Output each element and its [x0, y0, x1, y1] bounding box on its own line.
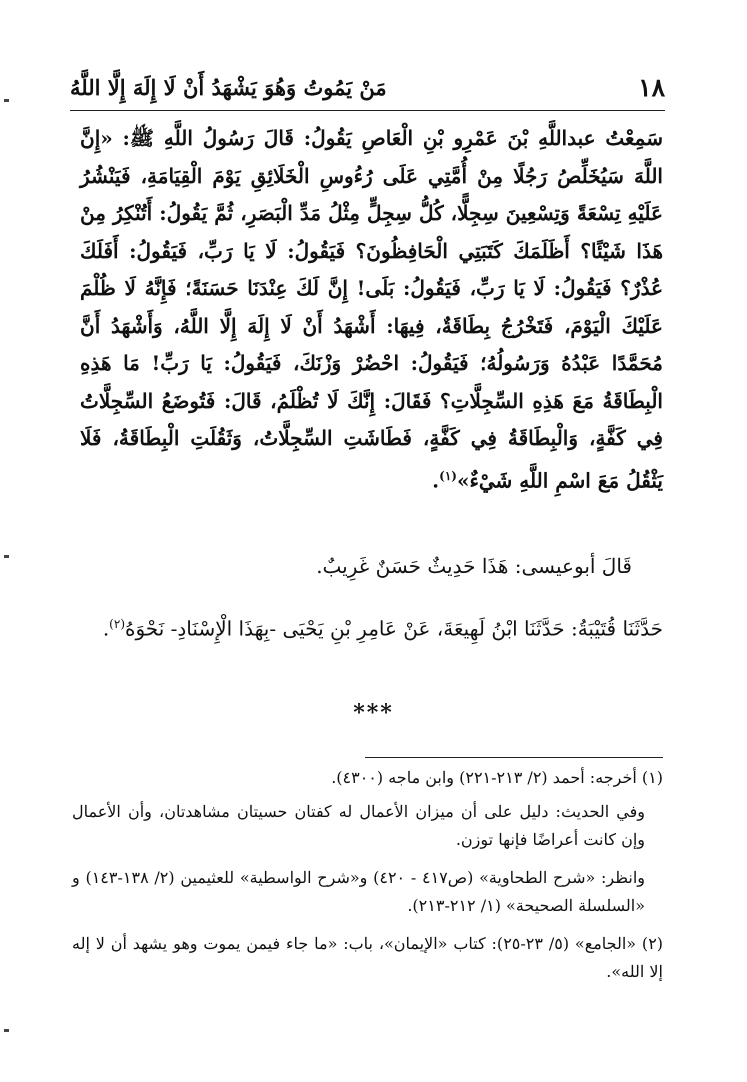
footnote-1-note: وفي الحديث: دليل على أن ميزان الأعمال له كفتان حسيتان مشاهدتان، وأن الأعمال وإن كانت أعراضًا فإنها توزن. — [72, 802, 645, 849]
hadith-paragraph: سَمِعْتُ عبداللَّهِ بْنَ عَمْرِو بْنِ الْعَاصِ يَقُولُ: قَالَ رَسُولُ اللَّهِ ﷺ: «إِنَّ اللَّهَ سَيُخَلِّصُ رَجُلًا مِنْ أُمَّتِي عَلَى رُءُوسِ الْخَلَائِقِ يَوْمَ الْقِيَامَةِ، فَيَنْشُرُ عَلَيْهِ تِسْعَةً وَتِسْعِينَ سِجِلًّا، كُلُّ سِجِلٍّ مِثْلُ مَدِّ الْبَصَرِ، ثُمَّ يَقُولُ: أَتُنْكِرُ مِنْ هَذَا شَيْئًا؟ أَظَلَمَكَ كَتَبَتِي الْحَافِظُونَ؟ فَيَقُولُ: لَا يَا رَبِّ، فَيَقُولُ: أَفَلَكَ عُذْرٌ؟ فَيَقُولُ: لَا يَا رَبِّ، فَيَقُولُ: بَلَى! إِنَّ لَكَ عِنْدَنَا حَسَنَةً؛ فَإِنَّهُ لَا ظُلْمَ عَلَيْكَ الْيَوْمَ، فَتَخْرُجُ بِطَاقَةٌ، فِيهَا: أَشْهَدُ أَنْ لَا إِلَهَ إِلَّا اللَّهُ، وَأَشْهَدُ أَنَّ مُحَمَّدًا عَبْدُهُ وَرَسُولُهُ؛ فَيَقُولُ: احْضُرْ وَزْنَكَ، فَيَقُولُ: يَا رَبِّ! مَا هَذِهِ الْبِطَاقَةُ مَعَ هَذِهِ السِّجِلَّاتِ؟ فَقَالَ: إِنَّكَ لَا تُظْلَمُ، قَالَ: فَتُوضَعُ السِّجِلَّاتُ فِي كَفَّةٍ، وَالْبِطَاقَةُ فِي كَفَّةٍ، فَطَاشَتِ السِّجِلَّاتُ، وَثَقُلَتِ الْبِطَاقَةُ، فَلَا يَثْقُلُ مَعَ اسْمِ اللَّهِ شَيْءٌ»$^{(١)}$. — [80, 126, 663, 493]
footnote-rule — [365, 757, 663, 758]
footnote-2: (٢) «الجامع» (٥/ ٢٣-٢٥): كتاب «الإيمان»، باب: «ما جاء فيمن يموت وهو يشهد أن لا إله إلا الله». — [72, 934, 664, 981]
scan-mark — [4, 1029, 9, 1032]
page-number: ١٨ — [638, 72, 665, 102]
isnad-text: حَدَّثَنَا قُتَيْبَةُ: حَدَّثَنَا ابْنُ لَهِيعَةَ، عَنْ عَامِرِ بْنِ يَحْيَى -بِهَذَا الْإِسْنَادِ- نَحْوَهُ — [125, 616, 663, 641]
footnote-ref-1: (١) — [439, 468, 457, 483]
header-title: مَنْ يَمُوتُ وَهُوَ يَشْهَدُ أَنْ لَا إِلَهَ إِلَّا اللَّهُ — [70, 74, 387, 100]
footnote-ref-2: (٢) — [109, 617, 125, 631]
scan-mark — [4, 99, 9, 102]
grading-line: قَالَ أبوعيسى: هَذَا حَدِيثٌ حَسَنٌ غَرِيبٌ. — [316, 554, 632, 578]
isnad-paragraph: حَدَّثَنَا قُتَيْبَةُ: حَدَّثَنَا ابْنُ لَهِيعَةَ، عَنْ عَامِرِ بْنِ يَحْيَى -بِهَذَا الْإِسْنَادِ- نَحْوَهُ$^{(٢)}$. — [102, 616, 663, 641]
section-separator: *** — [353, 700, 394, 726]
scan-mark — [4, 555, 9, 558]
header-rule — [70, 110, 665, 111]
footnote-1: (١) أخرجه: أحمد (٢/ ٢١٣-٢٢١) وابن ماجه (٤٣٠٠). — [331, 768, 663, 787]
footnote-1-refs: وانظر: «شرح الطحاوية» (ص٤١٧ - ٤٢٠) و«شرح الواسطية» للعثيمين (٢/ ١٣٨-١٤٣) و «السلسلة الصحيحة» (١/ ٢١٢-٢١٣). — [72, 868, 646, 915]
running-header — [70, 68, 665, 106]
hadith-block — [80, 120, 663, 500]
hadith-text: سَمِعْتُ عبداللَّهِ بْنَ عَمْرِو بْنِ الْعَاصِ يَقُولُ: قَالَ رَسُولُ اللَّهِ ﷺ: «إِنَّ اللَّهَ سَيُخَلِّصُ رَجُلًا مِنْ أُمَّتِي عَلَى رُءُوسِ الْخَلَائِقِ يَوْمَ الْقِيَامَةِ، فَيَنْشُرُ عَلَيْهِ تِسْعَةً وَتِسْعِينَ سِجِلًّا، كُلُّ سِجِلٍّ مِثْلُ مَدِّ الْبَصَرِ، ثُمَّ يَقُولُ: أَتُنْكِرُ مِنْ هَذَا شَيْئًا؟ أَظَلَمَكَ كَتَبَتِي الْحَافِظُونَ؟ فَيَقُولُ: لَا يَا رَبِّ، فَيَقُولُ: أَفَلَكَ عُذْرٌ؟ فَيَقُولُ: لَا يَا رَبِّ، فَيَقُولُ: بَلَى! إِنَّ لَكَ عِنْدَنَا حَسَنَةً؛ فَإِنَّهُ لَا ظُلْمَ عَلَيْكَ الْيَوْمَ، فَتَخْرُجُ بِطَاقَةٌ، فِيهَا: أَشْهَدُ أَنْ لَا إِلَهَ إِلَّا اللَّهُ، وَأَشْهَدُ أَنَّ مُحَمَّدًا عَبْدُهُ وَرَسُولُهُ؛ فَيَقُولُ: احْضُرْ وَزْنَكَ، فَيَقُولُ: يَا رَبِّ! مَا هَذِهِ الْبِطَاقَةُ مَعَ هَذِهِ السِّجِلَّاتِ؟ فَقَالَ: إِنَّكَ لَا تُظْلَمُ، قَالَ: فَتُوضَعُ السِّجِلَّاتُ فِي كَفَّةٍ، وَالْبِطَاقَةُ فِي كَفَّةٍ، فَطَاشَتِ السِّجِلَّاتُ، وَثَقُلَتِ الْبِطَاقَةُ، فَلَا يَثْقُلُ مَعَ اسْمِ اللَّهِ شَيْءٌ» — [80, 126, 663, 493]
